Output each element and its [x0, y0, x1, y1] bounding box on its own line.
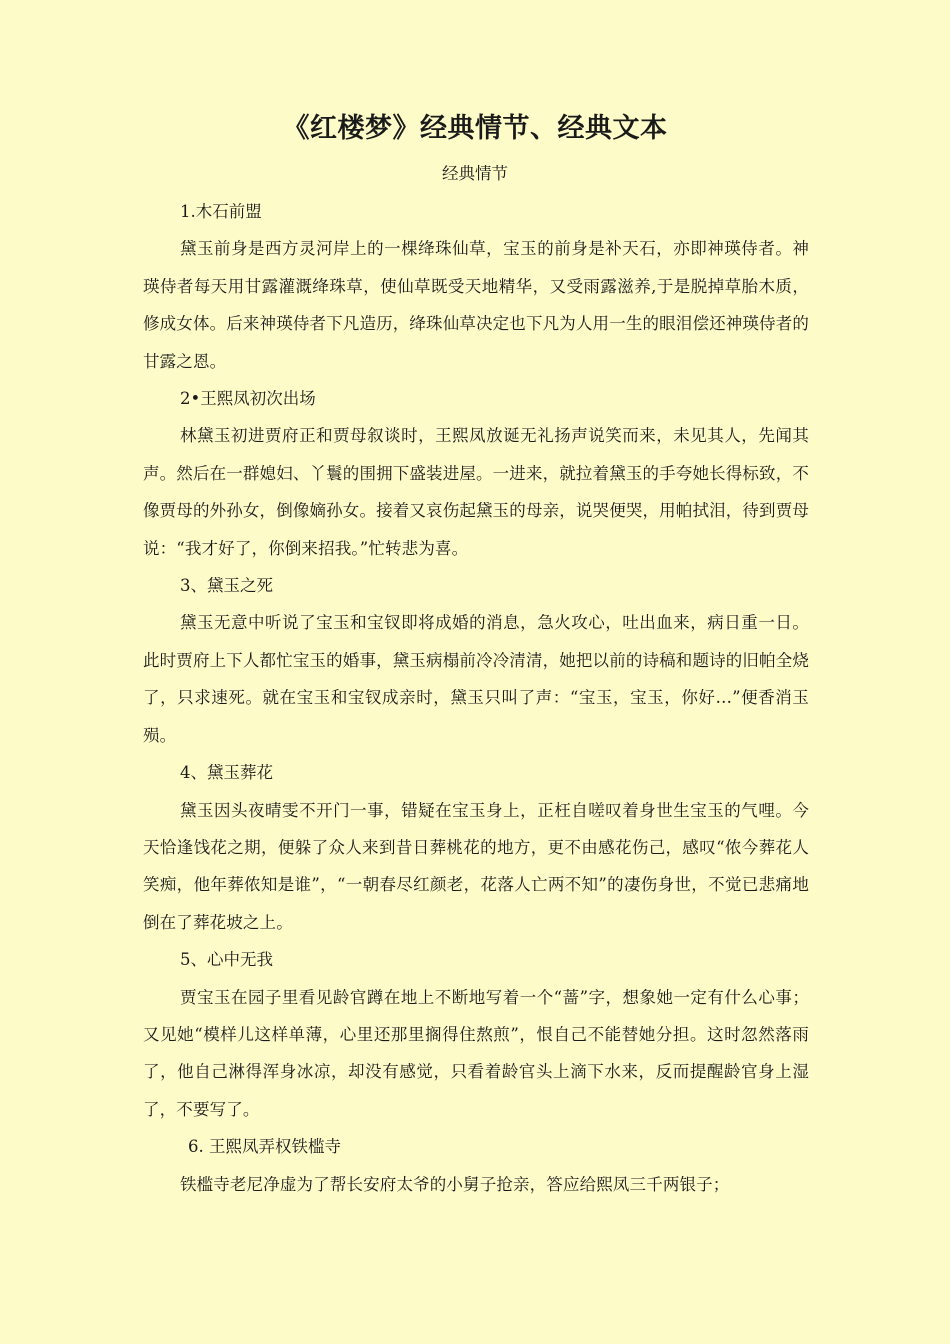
section-body-1: 黛玉前身是西方灵河岸上的一棵绛珠仙草，宝玉的前身是补天石，亦即神瑛侍者。神瑛侍者每天用甘露灌溉绛珠草，使仙草既受天地精华，又受雨露滋养,于是脱掉草胎木质，修成女体。后来神瑛侍者下凡造历，绛珠仙草决定也下凡为人用一生的眼泪偿还神瑛侍者的甘露之恩。	[143, 239, 809, 371]
section-body-5: 贾宝玉在园子里看见龄官蹲在地上不断地写着一个“蔷”字，想象她一定有什么心事；又见她“模样儿这样单薄，心里还那里搁得住熬煎”，恨自己不能替她分担。这时忽然落雨了，他自己淋得浑身冰凉，却没有感觉，只看着龄官头上滴下水来，反而提醒龄官身上湿了，不要写了。	[143, 987, 809, 1119]
section-body-2: 林黛玉初进贾府正和贾母叙谈时，王熙凤放诞无礼扬声说笑而来，未见其人，先闻其声。然后在一群媳妇、丫鬟的围拥下盛装进屋。一进来，就拉着黛玉的手夸她长得标致，不像贾母的外孙女，倒像嫡孙女。接着又哀伤起黛玉的母亲，说哭便哭，用帕拭泪，待到贾母说：“我才好了，你倒来招我。”忙转悲为喜。	[143, 426, 809, 558]
document-subtitle: 经典情节	[442, 164, 508, 183]
section-heading-5: 5、心中无我	[180, 950, 273, 970]
section-heading-6: 6. 王熙凤弄权铁槛寺	[188, 1137, 341, 1157]
document-body	[143, 193, 809, 1203]
section-body-6: 铁槛寺老尼净虚为了帮长安府太爷的小舅子抢亲，答应给熙凤三千两银子；	[180, 1174, 730, 1194]
section-heading-4: 4、黛玉葬花	[180, 763, 273, 783]
section-heading-3: 3、黛玉之死	[180, 576, 273, 596]
section-body-4: 黛玉因头夜晴雯不开门一事，错疑在宝玉身上，正枉自嗟叹着身世生宝玉的气哩。今天恰逢饯花之期，便躲了众人来到昔日葬桃花的地方，更不由感花伤己，感叹“侬今葬花人笑痴，他年葬侬知是谁”，“一朝春尽红颜老，花落人亡两不知”的凄伤身世，不觉已悲痛地倒在了葬花坡之上。	[143, 800, 809, 932]
section-heading-2: 2•王熙凤初次出场	[180, 389, 316, 409]
document-title: 《红楼梦》经典情节、经典文本	[282, 113, 668, 144]
section-heading-1: 1.木石前盟	[180, 202, 262, 221]
section-body-3: 黛玉无意中听说了宝玉和宝钗即将成婚的消息，急火攻心，吐出血来，病日重一日。此时贾府上下人都忙宝玉的婚事，黛玉病榻前冷冷清清，她把以前的诗稿和题诗的旧帕全烧了，只求速死。就在宝玉和宝钗成亲时，黛玉只叫了声：“宝玉，宝玉，你好…”便香消玉殒。	[143, 613, 809, 745]
